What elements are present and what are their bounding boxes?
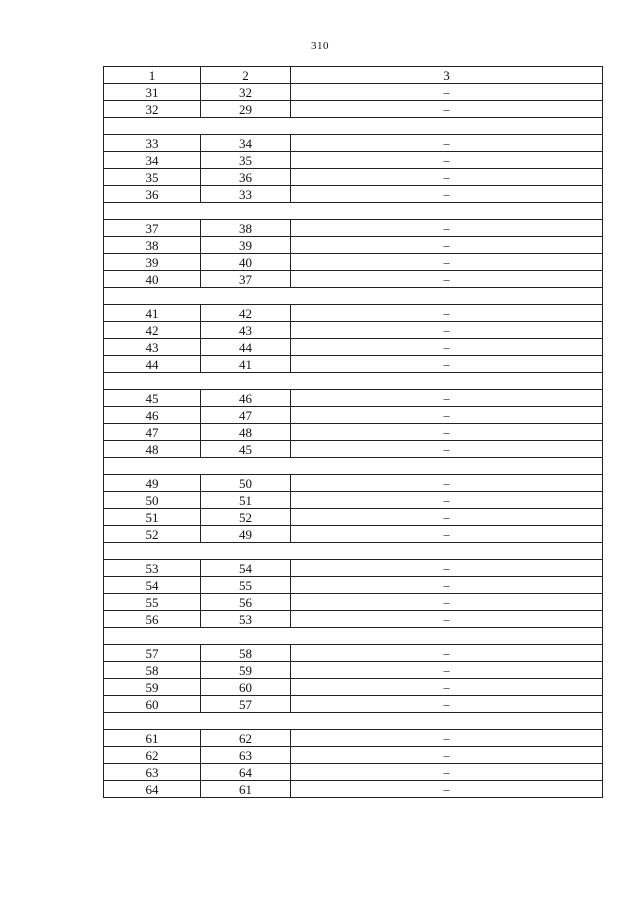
table-header: [104, 67, 603, 84]
group-separator-cell: [104, 288, 603, 305]
table-cell-col-2: 29: [201, 101, 291, 118]
table-row: [104, 101, 603, 118]
table-cell-col-1: 43: [104, 339, 201, 356]
table-cell-col-2: 52: [201, 509, 291, 526]
table-cell-col-1: 47: [104, 424, 201, 441]
table-cell-col-2: 34: [201, 135, 291, 152]
table-cell-col-1: 38: [104, 237, 201, 254]
table-row: [104, 322, 603, 339]
table-cell-col-2: 44: [201, 339, 291, 356]
table-cell-col-1: 41: [104, 305, 201, 322]
table-cell-col-1: 44: [104, 356, 201, 373]
table-cell-col-3: –: [291, 594, 603, 611]
table-row: [104, 781, 603, 798]
table-cell-col-2: 63: [201, 747, 291, 764]
table-cell-col-1: 55: [104, 594, 201, 611]
table-cell-col-1: 32: [104, 101, 201, 118]
table-row: [104, 679, 603, 696]
table-cell-col-3: –: [291, 441, 603, 458]
table-cell-col-2: 38: [201, 220, 291, 237]
table-cell-col-3: –: [291, 730, 603, 747]
table-cell-col-1: 46: [104, 407, 201, 424]
data-table: [103, 66, 603, 798]
table-cell-col-1: 33: [104, 135, 201, 152]
table-cell-col-3: –: [291, 526, 603, 543]
table-cell-col-2: 56: [201, 594, 291, 611]
table-cell-col-2: 55: [201, 577, 291, 594]
table-cell-col-3: –: [291, 679, 603, 696]
group-separator-row: [104, 628, 603, 645]
table-cell-col-3: –: [291, 407, 603, 424]
group-separator-cell: [104, 713, 603, 730]
table-row: [104, 611, 603, 628]
table-cell-col-1: 35: [104, 169, 201, 186]
table-row: [104, 560, 603, 577]
table-row: [104, 475, 603, 492]
table-row: [104, 577, 603, 594]
table-cell-col-2: 58: [201, 645, 291, 662]
group-separator-cell: [104, 203, 603, 220]
table-row: [104, 662, 603, 679]
table-cell-col-1: 48: [104, 441, 201, 458]
table-cell-col-2: 57: [201, 696, 291, 713]
table-row: [104, 220, 603, 237]
table-cell-col-3: –: [291, 696, 603, 713]
table-cell-col-3: –: [291, 305, 603, 322]
header-col-2: 2: [201, 67, 291, 84]
group-separator-cell: [104, 628, 603, 645]
table-cell-col-3: –: [291, 509, 603, 526]
table-row: [104, 186, 603, 203]
table-cell-col-2: 45: [201, 441, 291, 458]
table-row: [104, 696, 603, 713]
table-cell-col-1: 52: [104, 526, 201, 543]
table-cell-col-2: 46: [201, 390, 291, 407]
group-separator-row: [104, 458, 603, 475]
table-cell-col-2: 41: [201, 356, 291, 373]
table-cell-col-1: 45: [104, 390, 201, 407]
table-cell-col-1: 31: [104, 84, 201, 101]
table-cell-col-2: 62: [201, 730, 291, 747]
group-separator-row: [104, 118, 603, 135]
table-row: [104, 237, 603, 254]
table-row: [104, 339, 603, 356]
group-separator-row: [104, 713, 603, 730]
table-cell-col-2: 48: [201, 424, 291, 441]
table-cell-col-1: 64: [104, 781, 201, 798]
table-cell-col-3: –: [291, 645, 603, 662]
table-row: [104, 424, 603, 441]
table-row: [104, 747, 603, 764]
table-cell-col-3: –: [291, 186, 603, 203]
table-cell-col-1: 61: [104, 730, 201, 747]
group-separator-cell: [104, 373, 603, 390]
table-cell-col-2: 49: [201, 526, 291, 543]
table-row: [104, 254, 603, 271]
table-cell-col-3: –: [291, 169, 603, 186]
group-separator-cell: [104, 458, 603, 475]
group-separator-row: [104, 543, 603, 560]
table-cell-col-3: –: [291, 560, 603, 577]
table-cell-col-3: –: [291, 662, 603, 679]
table-cell-col-1: 58: [104, 662, 201, 679]
header-col-3: 3: [291, 67, 603, 84]
group-separator-row: [104, 203, 603, 220]
table-cell-col-3: –: [291, 237, 603, 254]
group-separator-row: [104, 288, 603, 305]
table-cell-col-1: 40: [104, 271, 201, 288]
table-cell-col-2: 54: [201, 560, 291, 577]
table-cell-col-3: –: [291, 220, 603, 237]
table-cell-col-3: –: [291, 339, 603, 356]
group-separator-cell: [104, 543, 603, 560]
header-col-1: 1: [104, 67, 201, 84]
table-cell-col-1: 36: [104, 186, 201, 203]
table-cell-col-2: 64: [201, 764, 291, 781]
table-cell-col-2: 43: [201, 322, 291, 339]
table-cell-col-1: 57: [104, 645, 201, 662]
group-separator-row: [104, 373, 603, 390]
table-cell-col-3: –: [291, 356, 603, 373]
table-cell-col-2: 61: [201, 781, 291, 798]
table-cell-col-3: –: [291, 322, 603, 339]
table-row: [104, 764, 603, 781]
table-cell-col-1: 51: [104, 509, 201, 526]
table-cell-col-3: –: [291, 390, 603, 407]
table-cell-col-2: 37: [201, 271, 291, 288]
table-cell-col-1: 54: [104, 577, 201, 594]
table-body: [104, 84, 603, 798]
table-cell-col-3: –: [291, 747, 603, 764]
table-row: [104, 305, 603, 322]
table-cell-col-2: 35: [201, 152, 291, 169]
table-cell-col-1: 63: [104, 764, 201, 781]
table-row: [104, 730, 603, 747]
table-cell-col-3: –: [291, 577, 603, 594]
table-cell-col-2: 33: [201, 186, 291, 203]
table-row: [104, 152, 603, 169]
table-cell-col-1: 42: [104, 322, 201, 339]
table-cell-col-1: 60: [104, 696, 201, 713]
table-cell-col-2: 53: [201, 611, 291, 628]
table-cell-col-2: 40: [201, 254, 291, 271]
table-cell-col-3: –: [291, 271, 603, 288]
table-row: [104, 509, 603, 526]
table-cell-col-1: 49: [104, 475, 201, 492]
table-row: [104, 271, 603, 288]
table-row: [104, 441, 603, 458]
table-row: [104, 135, 603, 152]
table-cell-col-2: 51: [201, 492, 291, 509]
table-cell-col-1: 34: [104, 152, 201, 169]
table-cell-col-2: 36: [201, 169, 291, 186]
table-cell-col-3: –: [291, 254, 603, 271]
table-row: [104, 407, 603, 424]
page-number: 310: [311, 40, 329, 52]
table-row: [104, 356, 603, 373]
table-cell-col-3: –: [291, 101, 603, 118]
table-cell-col-2: 42: [201, 305, 291, 322]
table-cell-col-1: 37: [104, 220, 201, 237]
table-row: [104, 169, 603, 186]
table-cell-col-1: 50: [104, 492, 201, 509]
table-cell-col-3: –: [291, 764, 603, 781]
table-row: [104, 594, 603, 611]
table-row: [104, 526, 603, 543]
table-cell-col-2: 47: [201, 407, 291, 424]
table-row: [104, 390, 603, 407]
table-cell-col-3: –: [291, 152, 603, 169]
table-cell-col-3: –: [291, 611, 603, 628]
table-cell-col-3: –: [291, 84, 603, 101]
header-row: [104, 67, 603, 84]
table-cell-col-2: 32: [201, 84, 291, 101]
table-cell-col-3: –: [291, 135, 603, 152]
table-cell-col-1: 56: [104, 611, 201, 628]
table-cell-col-2: 59: [201, 662, 291, 679]
group-separator-cell: [104, 118, 603, 135]
table-cell-col-1: 39: [104, 254, 201, 271]
table-cell-col-1: 53: [104, 560, 201, 577]
table-cell-col-2: 39: [201, 237, 291, 254]
table-cell-col-3: –: [291, 424, 603, 441]
table-cell-col-3: –: [291, 475, 603, 492]
table-row: [104, 84, 603, 101]
table-row: [104, 645, 603, 662]
table-cell-col-2: 60: [201, 679, 291, 696]
table-cell-col-1: 62: [104, 747, 201, 764]
table-cell-col-2: 50: [201, 475, 291, 492]
table-cell-col-1: 59: [104, 679, 201, 696]
table-cell-col-3: –: [291, 781, 603, 798]
table-row: [104, 492, 603, 509]
table-cell-col-3: –: [291, 492, 603, 509]
